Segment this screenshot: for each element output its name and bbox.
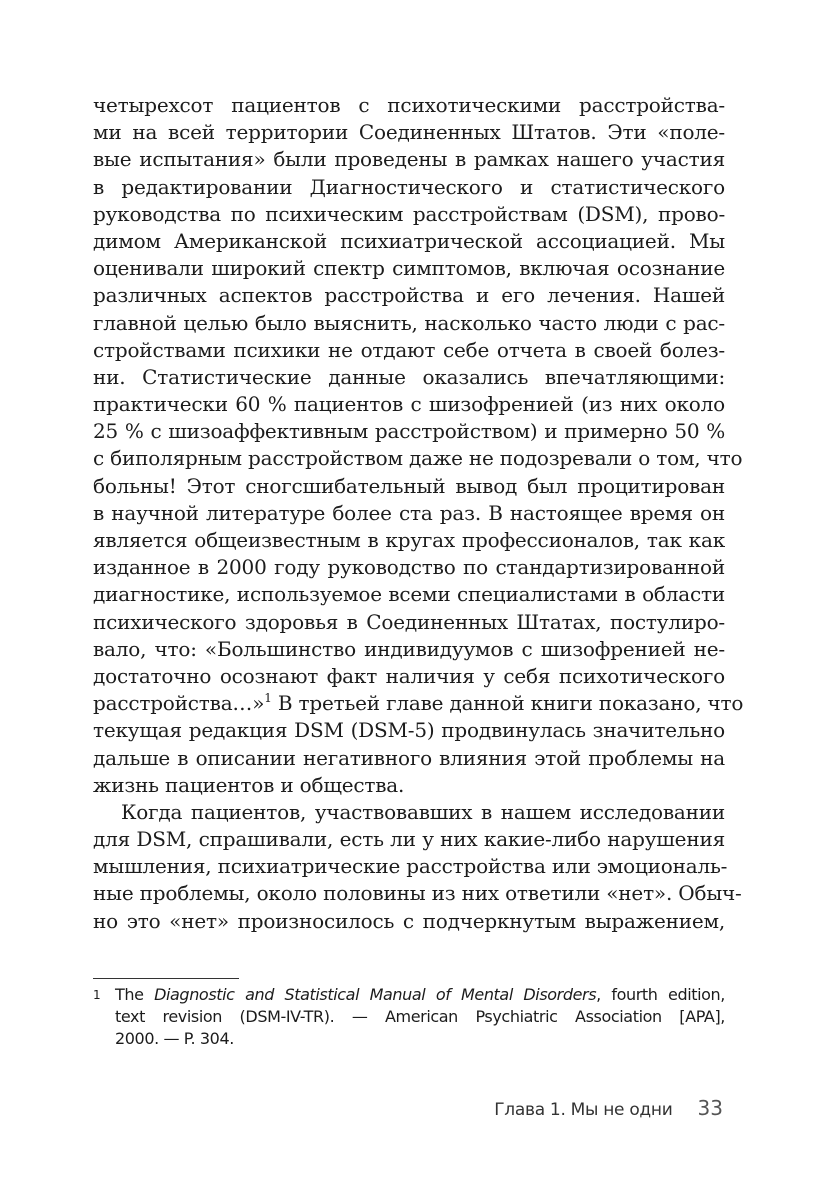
footnote-title: Diagnostic and Statistical Manual of Mental Disorders: [154, 985, 597, 1004]
footnote-number: 1: [93, 988, 101, 1002]
text-line: главной целью было выяснить, насколько часто люди с рас-: [93, 310, 725, 335]
page-footer: [494, 1096, 723, 1120]
main-text: [93, 92, 744, 935]
text-line: жизнь пациентов и общества.: [93, 772, 405, 797]
running-head: Глава 1. Мы не одни: [494, 1100, 673, 1120]
footnote-divider: [93, 978, 239, 979]
text-line: психического здоровья в Соединенных Штатах, постулиро-: [93, 609, 725, 634]
text-segment: расстройства…»: [93, 691, 265, 716]
footnote-line: [115, 984, 725, 1006]
footnote-line: 2000. — P. 304.: [115, 1029, 234, 1048]
footnote-suffix: , fourth edition,: [596, 985, 725, 1004]
footnote-prefix: The: [115, 985, 155, 1004]
text-line: ми на всей территории Соединенных Штатов. Эти «поле-: [93, 120, 725, 145]
text-line: больны! Этот сногсшибательный вывод был процитирован: [93, 473, 725, 498]
text-line: различных аспектов расстройства и его лечения. Нашей: [93, 283, 725, 308]
footnote: [93, 984, 725, 1050]
text-line: практически 60 % пациентов с шизофренией (из них около: [93, 392, 725, 417]
text-line: с биполярным расстройством даже не подозревали о том, что: [93, 446, 743, 471]
text-line: вало, что: «Большинство индивидуумов с шизофренией не-: [93, 636, 725, 661]
text-line: дальше в описании негативного влияния этой проблемы на: [93, 745, 725, 770]
page-number: 33: [697, 1096, 723, 1120]
text-line: Когда пациентов, участвовавших в нашем исследовании: [121, 799, 725, 824]
text-line: в научной литературе более ста раз. В настоящее время он: [93, 500, 725, 525]
text-line: руководства по психическим расстройствам (DSM), прово-: [93, 201, 725, 226]
text-line: ни. Статистические данные оказались впечатляющими:: [93, 364, 725, 389]
text-line: стройствами психики не отдают себе отчета в своей болез-: [93, 337, 725, 362]
text-line: вые испытания» были проведены в рамках нашего участия: [93, 147, 725, 172]
text-line: оценивали широкий спектр симптомов, включая осознание: [93, 256, 725, 281]
text-line: текущая редакция DSM (DSM-5) продвинулась значительно: [93, 718, 725, 743]
text-line: является общеизвестным в кругах профессионалов, так как: [93, 528, 725, 552]
text-line: мышления, психиатрические расстройства или эмоциональ-: [93, 854, 728, 879]
text-line: четырехсот пациентов с психотическими расстройства-: [93, 93, 725, 117]
text-line: в редактировании Диагностического и статистического: [93, 174, 725, 199]
text-line: но это «нет» произносилось с подчеркнутым выражением,: [93, 908, 725, 933]
text-line-with-footnote: [93, 690, 744, 717]
text-line: изданное в 2000 году руководство по стандартизированной: [93, 555, 725, 580]
text-segment: В третьей главе данной книги показано, что: [271, 691, 744, 716]
footnote-line: text revision (DSM-IV-TR). — American Psychiatric Association [APA],: [115, 1007, 725, 1026]
text-line: димом Американской психиатрической ассоциацией. Мы: [93, 228, 725, 253]
text-line: диагностике, используемое всеми специалистами в области: [93, 582, 725, 607]
text-line: ные проблемы, около половины из них ответили «нет». Обыч-: [93, 881, 742, 906]
text-line: 25 % с шизоаффективным расстройством) и примерно 50 %: [93, 419, 725, 444]
footnote-reference[interactable]: 1: [264, 691, 272, 706]
text-line: достаточно осознают факт наличия у себя психотического: [93, 663, 725, 688]
text-line: для DSM, спрашивали, есть ли у них какие-либо нарушения: [93, 827, 725, 852]
